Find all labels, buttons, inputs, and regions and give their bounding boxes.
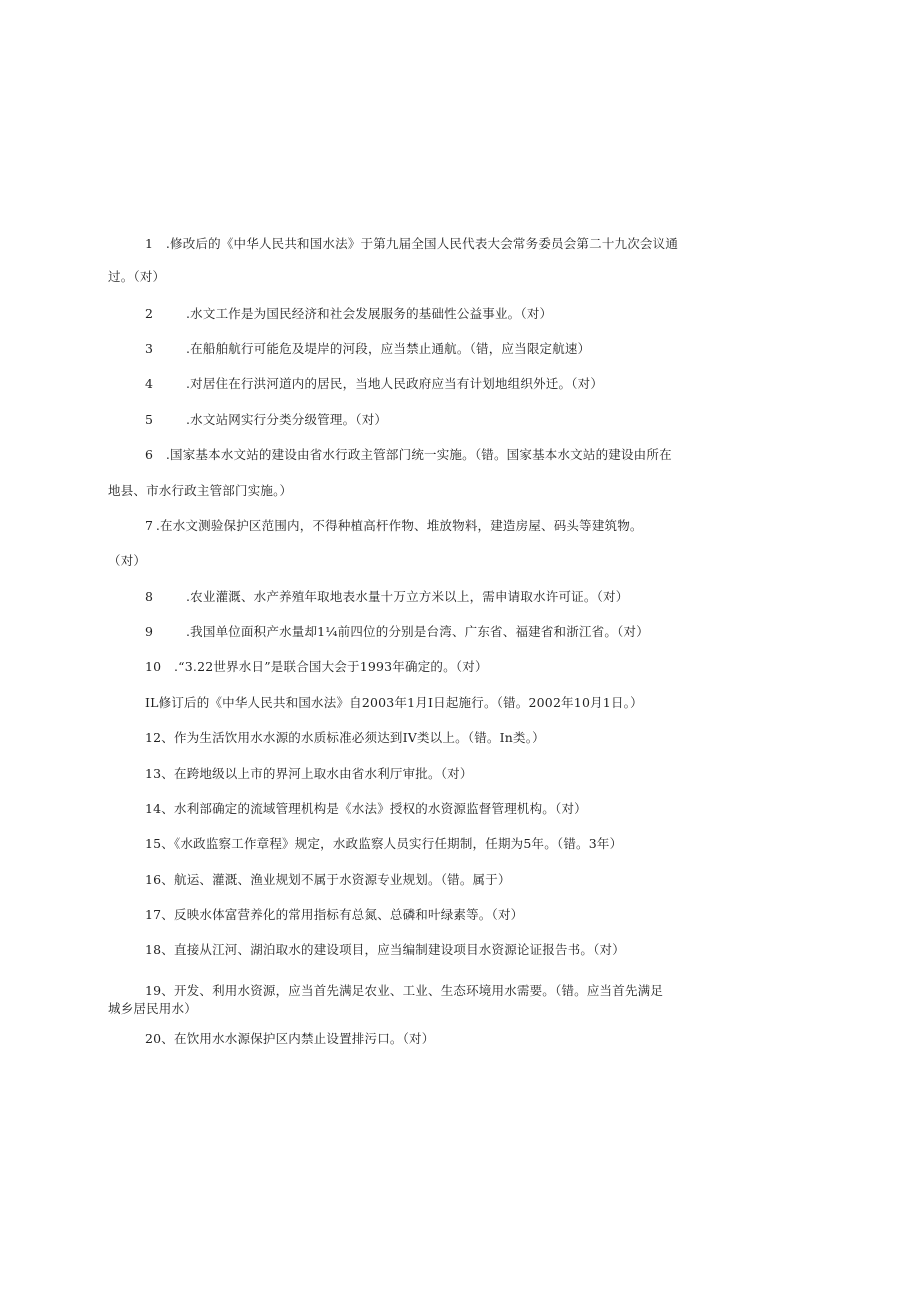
item-15-text: 15、《水政监察工作章程》规定，水政监察人员实行任期制，任期为5年。（错。3年） bbox=[145, 836, 623, 851]
item-10-text: 10 .“3.22世界水日”是联合国大会于1993年确定的。（对） bbox=[145, 659, 488, 674]
item-5-text: .水文站网实行分类分级管理。（对） bbox=[186, 412, 388, 427]
item-14-text: 14、水利部确定的流域管理机构是《水法》授权的水资源监督管理机构。（对） bbox=[145, 801, 587, 816]
item-8-number: 8 bbox=[145, 589, 153, 604]
item-3-number: 3 bbox=[145, 341, 153, 356]
item-11-text: IL修订后的《中华人民共和国水法》自2003年1月I日起施行。（错。2002年10月1日。） bbox=[145, 695, 643, 710]
item-18-text: 18、直接从江河、湖泊取水的建设项目，应当编制建设项目水资源论证报告书。（对） bbox=[145, 942, 625, 957]
item-2-text: .水文工作是为国民经济和社会发展服务的基础性公益事业。（对） bbox=[186, 306, 553, 321]
item-2-number: 2 bbox=[145, 306, 153, 321]
item-13-text: 13、在跨地级以上市的界河上取水由省水利厅审批。（对） bbox=[145, 766, 473, 781]
item-19-line-1: 19、开发、利用水资源，应当首先满足农业、工业、生态环境用水需要。（错。应当首先满足 bbox=[145, 983, 664, 998]
item-12-text: 12、作为生活饮用水水源的水质标准必须达到IV类以上。（错。In类。） bbox=[145, 730, 545, 745]
item-20-text: 20、在饮用水水源保护区内禁止设置排污口。（对） bbox=[145, 1031, 435, 1046]
item-7-line-1: 7 .在水文测验保护区范围内，不得种植高杆作物、堆放物料，建造房屋、码头等建筑物。 bbox=[145, 518, 643, 533]
item-6-line-1: 6 .国家基本水文站的建设由省水行政主管部门统一实施。（错。国家基本水文站的建设由所在 bbox=[145, 447, 672, 462]
item-4-text: .对居住在行洪河道内的居民，当地人民政府应当有计划地组织外迁。（对） bbox=[186, 376, 604, 391]
item-1-line-2: 过。（对） bbox=[108, 269, 166, 284]
item-19-line-2: 城乡居民用水） bbox=[108, 1001, 197, 1016]
item-1-line-1: 1 .修改后的《中华人民共和国水法》于第九届全国人民代表大会常务委员会第二十九次会议通 bbox=[145, 236, 679, 251]
item-3-text: .在船舶航行可能危及堤岸的河段，应当禁止通航。（错，应当限定航速） bbox=[186, 341, 591, 356]
item-6-line-2: 地县、市水行政主管部门实施。） bbox=[108, 483, 293, 498]
item-9-number: 9 bbox=[145, 624, 153, 639]
item-5-number: 5 bbox=[145, 412, 153, 427]
item-16-text: 16、航运、灌溉、渔业规划不属于水资源专业规划。（错。属于） bbox=[145, 872, 511, 887]
item-17-text: 17、反映水体富营养化的常用指标有总氮、总磷和叶绿素等。（对） bbox=[145, 907, 524, 922]
item-8-text: .农业灌溉、水产养殖年取地表水量十万立方米以上，需申请取水许可证。（对） bbox=[186, 589, 629, 604]
item-7-line-2: （对） bbox=[108, 553, 147, 568]
item-4-number: 4 bbox=[145, 376, 153, 391]
item-9-text: .我国单位面积产水量却1¼前四位的分别是台湾、广东省、福建省和浙江省。（对） bbox=[186, 624, 649, 639]
